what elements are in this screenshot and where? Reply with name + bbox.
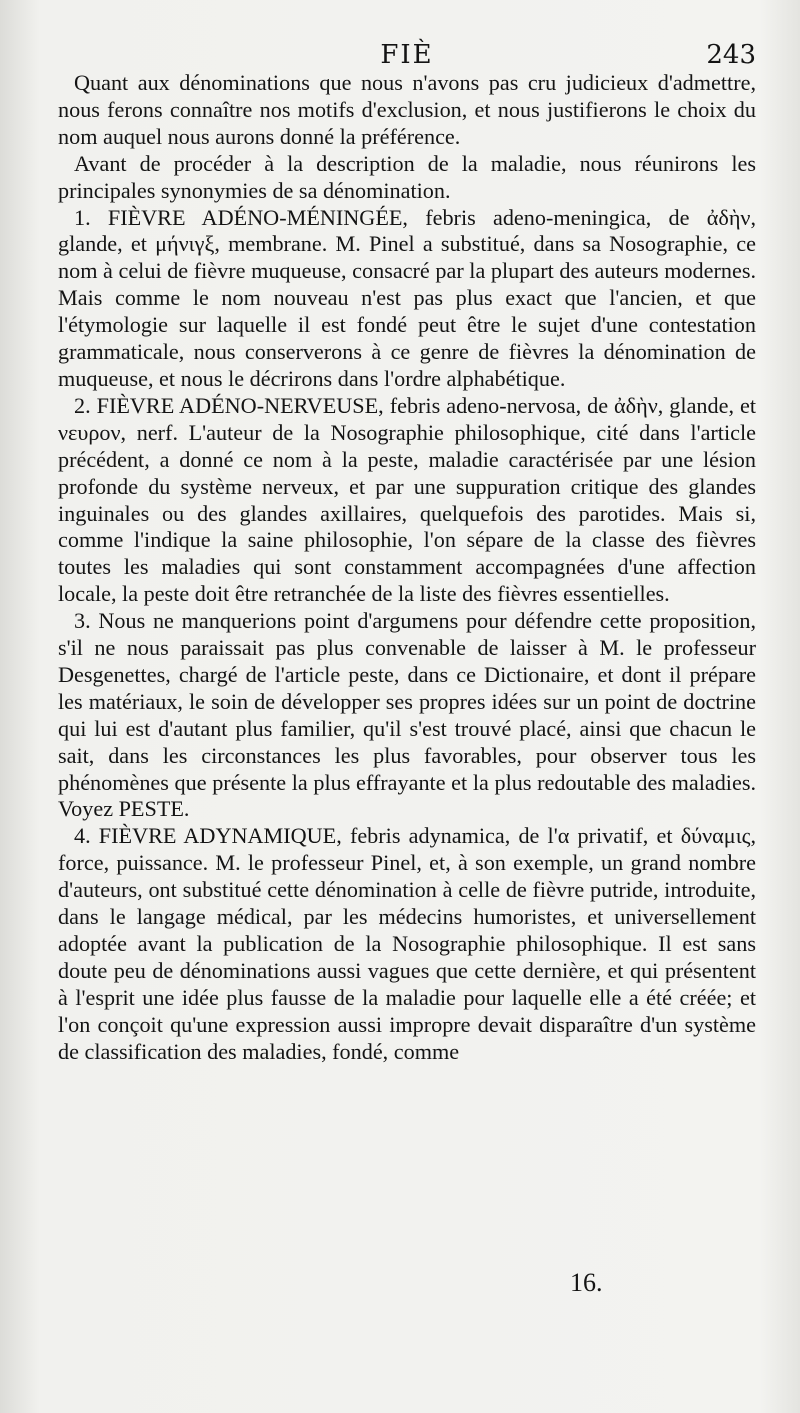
running-head: FIÈ: [380, 40, 434, 70]
paragraph: 4. FIÈVRE ADYNAMIQUE, febris adynamica, de l'α privatif, et δύναμις, force, puissance. M. le professeur Pinel, et, à son exemple, un grand nombre d'auteurs, ont substitué cette dénomination à celle de fièvre putride, introduite, dans le langage médical, par les médecins humoristes, et universellement adoptée avant la publication de la Nosographie philosophique. Il est sans doute peu de dénominations aussi vagues que cette dernière, et qui présentent à l'esprit une idée plus fausse de la maladie pour laquelle elle a été créée; et l'on conçoit qu'une expression aussi impropre devait disparaître d'un système de classification des maladies, fondé, comme: [58, 823, 756, 1064]
signature-mark: 16.: [570, 1268, 603, 1297]
paragraph: 3. Nous ne manquerions point d'argumens pour défendre cette proposition, s'il ne nous paraissait pas plus convenable de laisser à M. le professeur Desgenettes, chargé de l'article peste, dans ce Dictionaire, et dont il prépare les matériaux, le soin de développer ses propres idées sur un point de doctrine qui lui est d'autant plus familier, qu'il s'est trouvé placé, ainsi que chacun le sait, dans les circonstances les plus favorables, pour observer tous les phénomènes que présente la plus effrayante et la plus redoutable des maladies. Voyez PESTE.: [58, 608, 756, 822]
page-header: [58, 36, 756, 70]
body-text: [58, 70, 756, 1066]
page-number: 243: [706, 40, 756, 70]
paragraph: Avant de procéder à la description de la maladie, nous réunirons les principales synonymies de sa dénomination.: [58, 150, 756, 203]
paragraph: Quant aux dénominations que nous n'avons pas cru judicieux d'admettre, nous ferons connaître nos motifs d'exclusion, et nous justifierons le choix du nom auquel nous aurons donné la préférence.: [58, 70, 756, 149]
paragraph: 1. FIÈVRE ADÉNO-MÉNINGÉE, febris adeno-meningica, de ἀδὴν, glande, et μήνιγξ, membrane. M. Pinel a substitué, dans sa Nosographie, ce nom à celui de fièvre muqueuse, consacré par la plupart des auteurs modernes. Mais comme le nom nouveau n'est pas plus exact que l'ancien, et que l'étymologie sur laquelle il est fondé peut être le sujet d'une contestation grammaticale, nous conserverons à ce genre de fièvres la dénomination de muqueuse, et nous le décrirons dans l'ordre alphabétique.: [58, 204, 756, 391]
paragraph: 2. FIÈVRE ADÉNO-NERVEUSE, febris adeno-nervosa, de ἀδὴν, glande, et νευρον, nerf. L'auteur de la Nosographie philosophique, cité dans l'article précédent, a donné ce nom à la peste, maladie caractérisée par une lésion profonde du système nerveux, et par une suppuration critique des glandes inguinales ou des glandes axillaires, quelquefois des parotides. Mais si, comme l'indique la saine philosophie, l'on sépare de la classe des fièvres toutes les maladies qui sont constamment accompagnées d'une affection locale, la peste doit être retranchée de la liste des fièvres essentielles.: [58, 392, 756, 607]
